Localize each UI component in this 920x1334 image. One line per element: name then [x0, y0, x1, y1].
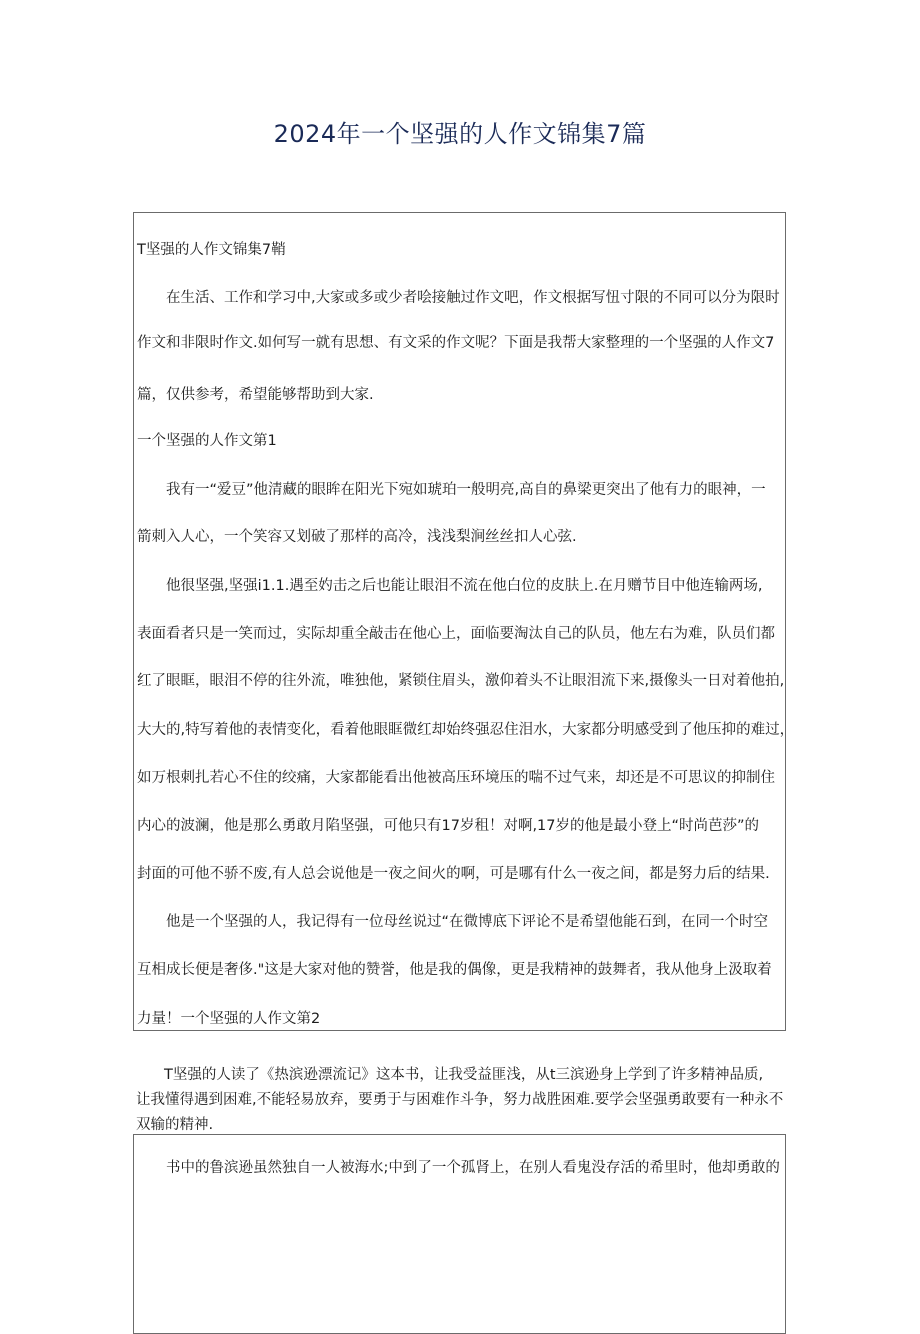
paragraph-line: 作文和非限时作文.如何写一就有思想、有文采的作文呢？下面是我帮大家整理的一个坚强的人作文7: [137, 335, 775, 351]
paragraph-line: 篇，仅供参考，希望能够帮助到大家.: [137, 387, 374, 403]
paragraph-line: 我有一“爱豆”他清藏的眼眸在阳光下宛如琥珀一般明亮,高自的鼻梁更突出了他有力的眼神，一: [166, 482, 766, 498]
paragraph-line: T坚强的人读了《热滨逊漂流记》这本书，让我受益匪浅，从t三滨逊身上学到了许多精神品质,: [164, 1067, 764, 1083]
paragraph-line: 封面的可他不骄不废,有人总会说他是一夜之间火的啊，可是哪有什么一夜之间，都是努力后的结果.: [137, 866, 770, 882]
section-heading: 一个坚强的人作文第1: [137, 433, 277, 449]
article-heading: T坚强的人作文锦集7鞘: [137, 242, 286, 258]
article-box-2: [133, 1134, 786, 1334]
paragraph-line: 大大的,特写着他的表情变化，看着他眼眶微红却始终强忍住泪水，大家都分明感受到了他压抑的难过，: [137, 722, 795, 738]
paragraph-line: 书中的鲁滨逊虽然独自一人被海水;中到了一个孤肾上，在别人看鬼没存活的希里时，他却勇敢的: [166, 1160, 780, 1176]
paragraph-line: 互相成长便是奢侈."这是大家对他的赞誉，他是我的偶像，更是我精神的鼓舞者，我从他身上汲取着: [137, 962, 772, 978]
paragraph-line: 他很坚强,坚强i1.1.遇至妁击之后也能让眼泪不流在他白位的皮肤上.在月赠节目中他连输两场,: [166, 578, 763, 594]
paragraph-line: 在生活、工作和学习中,大家或多或少者哙接触过作文吧，作文根据写忸寸限的不同可以分为限时: [166, 290, 780, 306]
paragraph-line: 双输的精神.: [136, 1117, 214, 1133]
paragraph-line: 红了眼眶，眼泪不停的往外流，唯独他，紧锁住眉头，激仰着头不让眼泪流下来,摄像头一日对着他拍,: [137, 673, 785, 689]
paragraph-line: 他是一个坚强的人，我记得有一位母丝说过“在微博底下评论不是希望他能石到，在同一个时空: [166, 914, 769, 930]
paragraph-line: 箭刺入人心，一个笑容又划破了那样的高冷，浅浅梨涧丝丝扣人心弦.: [137, 529, 577, 545]
article-box-1: [133, 212, 795, 1031]
paragraph-line: 如万根刺扎若心不住的绞痛，大家都能看出他被高压环境压的喘不过气来，却还是不可思议的抑制住: [137, 770, 775, 786]
paragraph-line: 让我懂得遇到困难,不能轻易放弃，要勇于与困难作斗争，努力战胜困难.要学会坚强勇敢要有一种永不: [136, 1092, 784, 1108]
document-title: 2024年一个坚强的人作文锦集7篇: [273, 120, 647, 148]
paragraph-line: 力量！一个坚强的人作文第2: [137, 1011, 321, 1027]
paragraph-line: 表面看者只是一笑而过，实际却重全敲击在他心上，面临要淘汰自己的队员，他左右为难，队员们都: [137, 626, 775, 642]
paragraph-line: 内心的波澜，他是那么勇敢月陷坚强，可他只有17岁租！对啊,17岁的他是最小登上“时尚芭莎”的: [137, 818, 760, 834]
